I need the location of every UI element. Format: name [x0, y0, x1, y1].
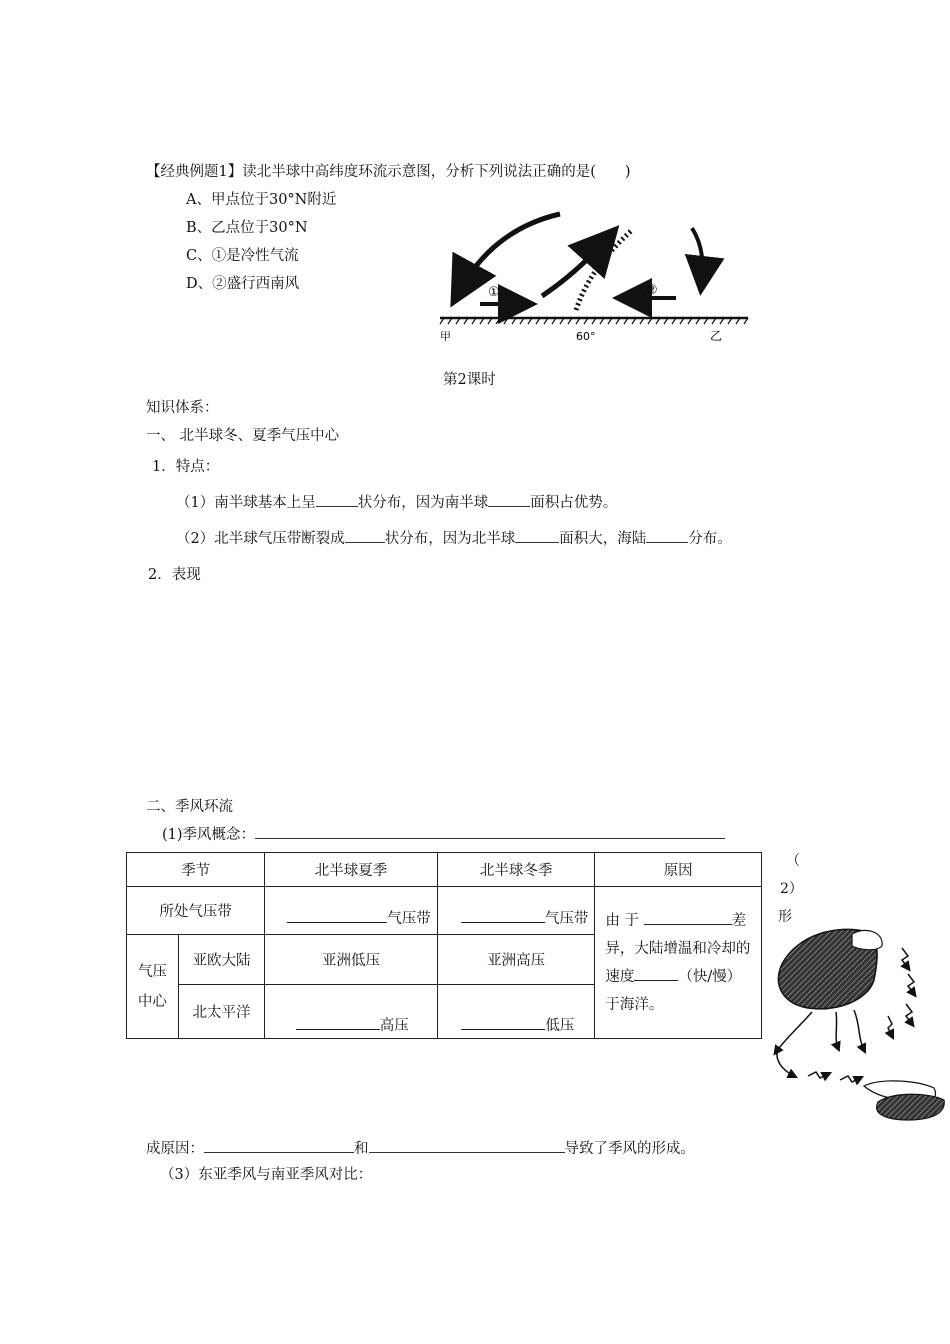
option-c: C、①是冷性气流 [186, 248, 299, 264]
header-summer: 北半球夏季 [265, 853, 438, 887]
monsoon-table [126, 852, 762, 1039]
left-descending-arrow [460, 214, 560, 290]
header-season: 季节 [127, 853, 265, 887]
section1-item1: （1）南半球基本上呈 状分布，因为南半球 面积占优势。 [176, 491, 617, 512]
blank-1[interactable] [316, 492, 358, 507]
summer-belt-blank[interactable] [287, 908, 387, 923]
blank-3[interactable] [345, 528, 385, 543]
blank-2[interactable] [488, 492, 530, 507]
option-a: A、甲点位于30°N附近 [186, 192, 337, 208]
section2-title: 二、季风环流 [146, 799, 233, 815]
label-circle-1: ① [488, 285, 500, 300]
concept-blank[interactable] [255, 824, 725, 839]
option-b: B、乙点位于30°N [186, 220, 308, 236]
side-label-2: 2） [780, 881, 803, 897]
eurasia-summer: 亚洲低压 [265, 935, 438, 985]
header-reason: 原因 [595, 853, 762, 887]
side-label-xing: 形 [778, 909, 792, 925]
pacific-label: 北太平洋 [178, 985, 264, 1039]
winter-belt-cell: 气压带 [437, 887, 595, 935]
monsoon-map [768, 920, 948, 1130]
reason-blank-2[interactable] [634, 966, 678, 981]
row-pressure-belt: 所处气压带 [127, 887, 265, 935]
formation-cause: 成原因： 和 导致了季风的形成。 [146, 1137, 695, 1158]
pacific-winter-cell: 低压 [437, 985, 595, 1039]
label-circle-2: ② [646, 283, 658, 298]
right-descending-arrow [692, 228, 703, 280]
section1-item2: （2）北半球气压带断裂成 状分布，因为北半球 面积大，海陆 分布。 [176, 527, 732, 548]
reason-cell: 由 于 差异，大陆增温和冷却的速度 （快/慢）于海洋。 [595, 887, 762, 1039]
lesson-title: 第2课时 [443, 372, 496, 388]
pressure-center-label: 气压 中心 [127, 935, 179, 1039]
example-question: 【经典例题1】读北半球中高纬度环流示意图，分析下列说法正确的是( ) [146, 164, 631, 180]
blank-4[interactable] [515, 528, 559, 543]
island-hatched [877, 1094, 945, 1120]
continent-highland [852, 930, 882, 949]
blank-5[interactable] [646, 528, 688, 543]
summer-belt-cell: 气压带 [265, 887, 438, 935]
pacific-summer-cell: 高压 [265, 985, 438, 1039]
cause-blank-1[interactable] [204, 1138, 354, 1153]
knowledge-heading: 知识体系： [146, 400, 219, 416]
label-60-degrees: 60° [576, 330, 596, 343]
eurasia-label: 亚欧大陆 [178, 935, 264, 985]
pacific-summer-blank[interactable] [296, 1015, 380, 1030]
header-winter: 北半球冬季 [437, 853, 595, 887]
winter-belt-blank[interactable] [461, 908, 545, 923]
section1-sub2: 2．表现 [148, 567, 201, 583]
reason-blank-1[interactable] [644, 910, 732, 925]
section1-sub1: 1．特点： [152, 459, 220, 475]
eurasia-winter: 亚洲高压 [437, 935, 595, 985]
pacific-winter-blank[interactable] [461, 1015, 545, 1030]
label-jia: 甲 [440, 330, 451, 343]
option-d: D、②盛行西南风 [186, 276, 300, 292]
section1-title: 一、 北半球冬、夏季气压中心 [146, 428, 340, 444]
monsoon-compare: （3）东亚季风与南亚季风对比： [160, 1167, 373, 1183]
cause-blank-2[interactable] [369, 1138, 565, 1153]
monsoon-concept: (1)季风概念： [162, 823, 725, 844]
label-yi: 乙 [710, 329, 723, 343]
circulation-diagram [436, 200, 756, 350]
side-label-paren: （ [786, 853, 800, 869]
